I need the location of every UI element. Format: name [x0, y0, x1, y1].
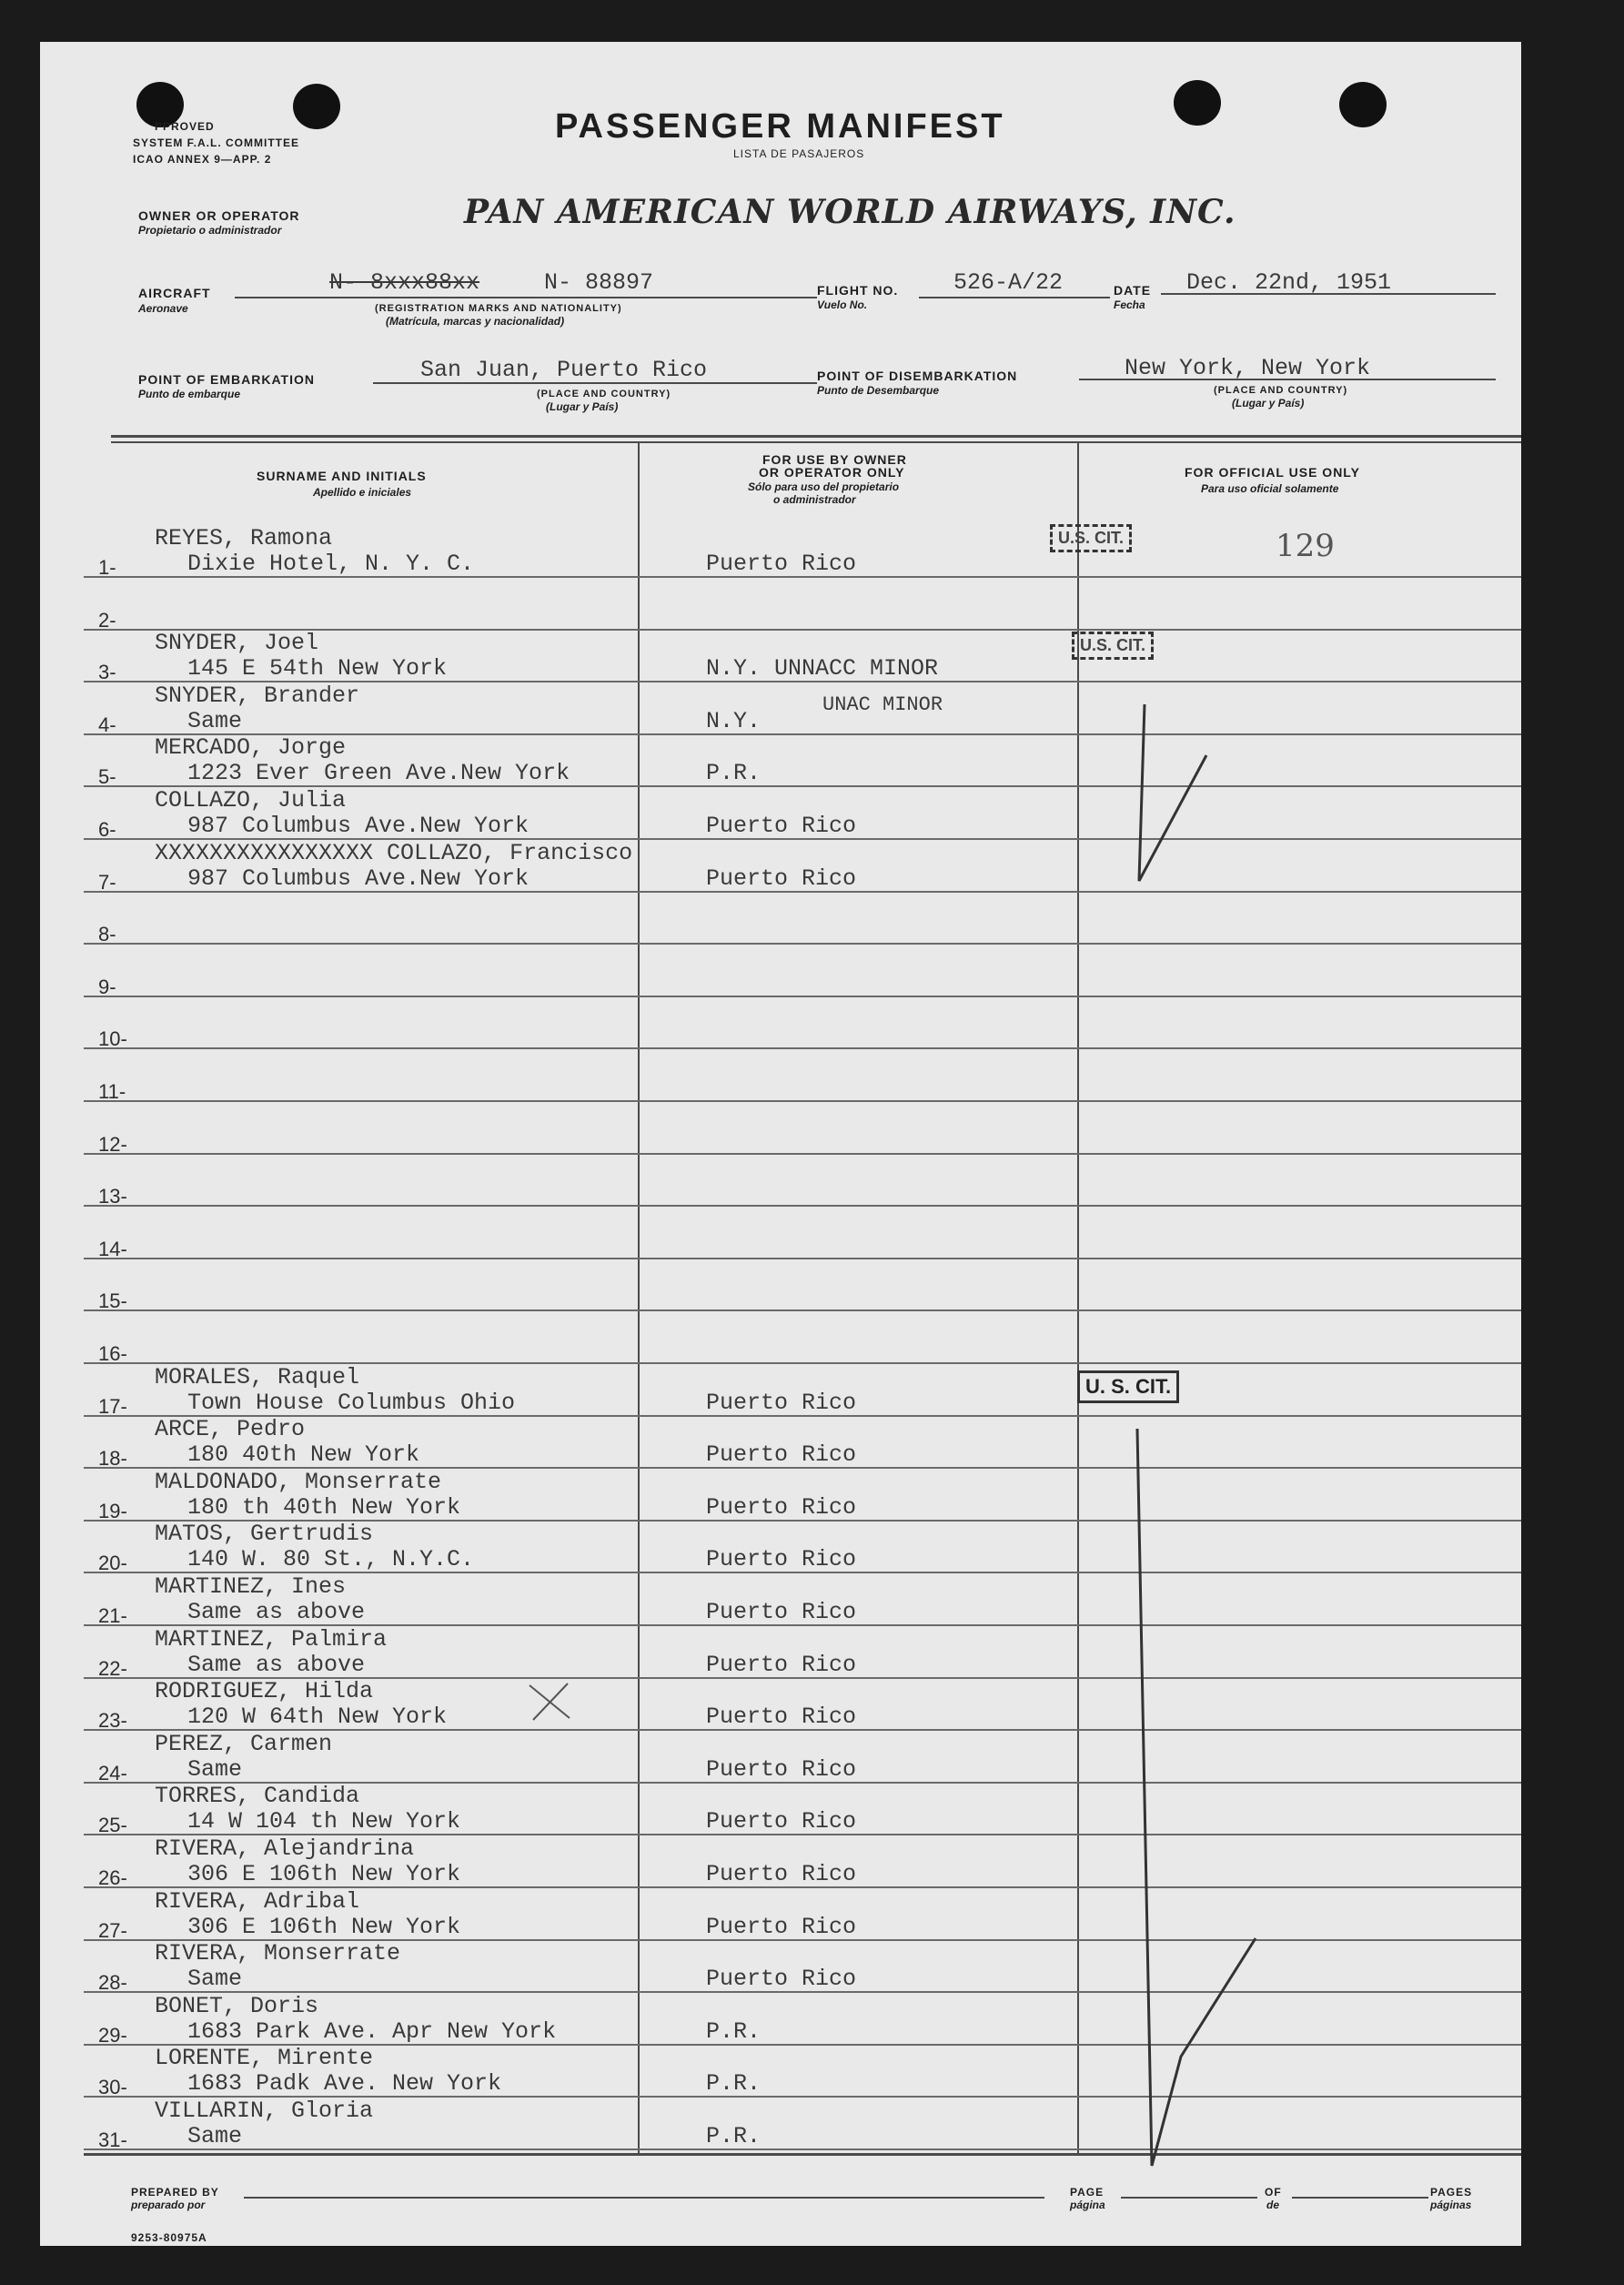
operator-note: Puerto Rico	[706, 1652, 857, 1678]
row-rule	[84, 1258, 1521, 1259]
row-number: 3-	[98, 661, 116, 683]
passenger-count: 129	[1276, 528, 1335, 564]
operator-note: P.R.	[706, 2070, 762, 2097]
approval-line-2: SYSTEM F.A.L. COMMITTEE	[133, 136, 300, 149]
embark-label: POINT OF EMBARKATION	[138, 372, 315, 387]
operator-note: N.Y.	[706, 708, 762, 734]
passenger-name: RIVERA, Alejandrina	[155, 1835, 415, 1862]
passenger-name: BONET, Doris	[155, 1993, 319, 2019]
row-rule	[84, 2149, 1521, 2150]
us-citizen-stamp: U. S. CIT.	[1077, 1370, 1179, 1403]
passenger-name: RODRIGUEZ, Hilda	[155, 1678, 374, 1704]
registration-note-es: (Matrícula, marcas y nacionalidad)	[386, 315, 565, 328]
row-number: 9-	[98, 976, 116, 998]
col-header-names-es: Apellido e iniciales	[313, 486, 412, 499]
row-rule	[84, 996, 1521, 997]
row-number: 28-	[98, 1971, 127, 1994]
row-number: 22-	[98, 1657, 127, 1680]
passenger-address: Same	[187, 1756, 243, 1783]
pages-label-es: páginas	[1430, 2199, 1472, 2211]
row-number: 6-	[98, 818, 116, 841]
passenger-name: REYES, Ramona	[155, 525, 333, 551]
flight-value: 526-A/22	[953, 269, 1064, 296]
col-header-owner-2: OR OPERATOR ONLY	[759, 465, 905, 480]
passenger-name: MATOS, Gertrudis	[155, 1521, 374, 1547]
row-number: 12-	[98, 1133, 127, 1156]
row-number: 11-	[98, 1080, 126, 1103]
row-number: 19-	[98, 1500, 127, 1522]
passenger-address: 120 W 64th New York	[187, 1704, 448, 1730]
passenger-name: VILLARIN, Gloria	[155, 2098, 374, 2124]
aircraft-value: N- 88897	[544, 269, 654, 296]
page-label-es: página	[1070, 2199, 1105, 2211]
x-mark-icon	[526, 1682, 573, 1722]
row-number: 17-	[98, 1395, 127, 1418]
of-label-es: de	[1266, 2199, 1280, 2211]
flight-label: FLIGHT NO.	[817, 283, 899, 298]
passenger-address: Same as above	[187, 1599, 366, 1625]
row-rule	[84, 1205, 1521, 1207]
punch-hole	[1174, 80, 1221, 126]
passenger-name: PEREZ, Carmen	[155, 1731, 333, 1757]
passenger-name: MARTINEZ, Ines	[155, 1573, 347, 1600]
column-divider	[638, 442, 640, 2153]
row-number: 4-	[98, 713, 116, 736]
passenger-address: 14 W 104 th New York	[187, 1808, 461, 1835]
aircraft-label-es: Aeronave	[138, 302, 188, 315]
row-number: 5-	[98, 765, 116, 788]
passenger-address: Same	[187, 708, 243, 734]
col-header-owner-es-1: Sólo para uso del propietario	[748, 480, 900, 493]
row-number: 27-	[98, 1919, 127, 1942]
punch-hole	[1339, 82, 1387, 127]
punch-hole	[293, 84, 340, 129]
prepared-by-label-es: preparado por	[131, 2199, 206, 2211]
checkmark-icon	[1119, 701, 1219, 892]
prepared-by-label: PREPARED BY	[131, 2186, 219, 2199]
row-number: 18-	[98, 1447, 127, 1470]
row-number: 20-	[98, 1552, 127, 1574]
row-number: 1-	[98, 556, 116, 579]
col-header-official: FOR OFFICIAL USE ONLY	[1185, 465, 1360, 480]
of-line	[1292, 2197, 1428, 2199]
approval-line-3: ICAO ANNEX 9—APP. 2	[133, 153, 272, 166]
passenger-name: SNYDER, Brander	[155, 682, 360, 709]
passenger-address: 180 th 40th New York	[187, 1494, 461, 1521]
us-citizen-stamp: U.S. CIT.	[1050, 524, 1132, 552]
passenger-address: 140 W. 80 St., N.Y.C.	[187, 1546, 475, 1572]
operator-note: Puerto Rico	[706, 1704, 857, 1730]
operator-note: Puerto Rico	[706, 551, 857, 577]
passenger-address: 987 Columbus Ave.New York	[187, 865, 530, 892]
page-title: PASSENGER MANIFEST	[555, 107, 1005, 146]
page-subtitle: LISTA DE PASAJEROS	[733, 147, 865, 160]
date-label: DATE	[1114, 283, 1152, 298]
flight-label-es: Vuelo No.	[817, 298, 868, 311]
operator-note: N.Y. UNNACC MINOR	[706, 655, 939, 682]
operator-note: Puerto Rico	[706, 1914, 857, 1940]
row-rule	[84, 1153, 1521, 1155]
row-number: 10-	[98, 1027, 127, 1050]
operator-note: Puerto Rico	[706, 1599, 857, 1625]
disembark-place-note-es: (Lugar y País)	[1232, 397, 1305, 409]
operator-note: P.R.	[706, 760, 762, 786]
passenger-address: 1683 Padk Ave. New York	[187, 2070, 502, 2097]
table-top-rule-2	[111, 441, 1521, 443]
operator-note: Puerto Rico	[706, 1756, 857, 1783]
unac-minor-note: UNAC MINOR	[822, 693, 943, 716]
row-rule	[84, 943, 1521, 945]
column-divider	[1077, 442, 1079, 2153]
passenger-address: 1223 Ever Green Ave.New York	[187, 760, 570, 786]
row-number: 30-	[98, 2076, 127, 2098]
operator-note: Puerto Rico	[706, 865, 857, 892]
passenger-name: COLLAZO, Julia	[155, 787, 347, 814]
table-bottom-rule	[84, 2153, 1521, 2156]
row-number: 25-	[98, 1814, 127, 1836]
checkmark-icon	[1119, 1420, 1265, 2193]
page-label: PAGE	[1070, 2186, 1105, 2199]
row-number: 8-	[98, 923, 116, 945]
passenger-address: 180 40th New York	[187, 1441, 420, 1468]
col-header-official-es: Para uso oficial solamente	[1201, 482, 1339, 495]
passenger-address: Same as above	[187, 1652, 366, 1678]
embark-place-note: (PLACE AND COUNTRY)	[537, 389, 671, 399]
passenger-name: MERCADO, Jorge	[155, 734, 347, 761]
operator-note: P.R.	[706, 2018, 762, 2045]
passenger-address: Town House Columbus Ohio	[187, 1390, 516, 1416]
row-number: 7-	[98, 871, 116, 894]
operator-note: Puerto Rico	[706, 1546, 857, 1572]
table-top-rule	[111, 435, 1521, 438]
form-number: 9253-80975A	[131, 2231, 207, 2244]
passenger-address: 306 E 106th New York	[187, 1914, 461, 1940]
embark-place-note-es: (Lugar y País)	[546, 400, 619, 413]
prepared-by-line	[244, 2197, 1044, 2199]
passenger-name: LORENTE, Mirente	[155, 2045, 374, 2071]
operator-name: PAN AMERICAN WORLD AIRWAYS, INC.	[464, 193, 1236, 231]
row-number: 15-	[98, 1289, 127, 1312]
row-rule	[84, 1309, 1521, 1311]
col-header-names: SURNAME AND INITIALS	[257, 469, 427, 483]
passenger-name: MALDONADO, Monserrate	[155, 1469, 442, 1495]
date-label-es: Fecha	[1114, 298, 1145, 311]
passenger-address: 145 E 54th New York	[187, 655, 448, 682]
registration-note: (REGISTRATION MARKS AND NATIONALITY)	[375, 303, 622, 314]
passenger-name: TORRES, Candida	[155, 1783, 360, 1809]
us-citizen-stamp: U.S. CIT.	[1072, 632, 1154, 660]
row-rule	[84, 1047, 1521, 1049]
row-number: 16-	[98, 1342, 127, 1365]
passenger-address: Same	[187, 2123, 243, 2149]
row-number: 31-	[98, 2128, 127, 2151]
operator-note: Puerto Rico	[706, 813, 857, 839]
operator-note: Puerto Rico	[706, 1808, 857, 1835]
aircraft-struck: N- 8xxx88xx	[329, 269, 480, 296]
passenger-name: MORALES, Raquel	[155, 1364, 360, 1390]
aircraft-label: AIRCRAFT	[138, 286, 211, 300]
passenger-address: 987 Columbus Ave.New York	[187, 813, 530, 839]
page-line	[1121, 2197, 1257, 2199]
row-number: 13-	[98, 1185, 127, 1208]
embark-value: San Juan, Puerto Rico	[420, 357, 708, 383]
row-number: 26-	[98, 1866, 127, 1889]
aircraft-underline	[235, 297, 817, 298]
disembark-value: New York, New York	[1125, 355, 1371, 381]
date-value: Dec. 22nd, 1951	[1186, 269, 1392, 296]
of-label: OF	[1265, 2186, 1282, 2199]
passenger-name: MARTINEZ, Palmira	[155, 1626, 388, 1653]
disembark-place-note: (PLACE AND COUNTRY)	[1214, 385, 1348, 396]
col-header-owner-es-2: o administrador	[773, 493, 856, 506]
passenger-name: RIVERA, Adribal	[155, 1888, 360, 1915]
row-rule	[84, 1100, 1521, 1102]
passenger-name: SNYDER, Joel	[155, 630, 319, 656]
operator-note: P.R.	[706, 2123, 762, 2149]
passenger-name: RIVERA, Monserrate	[155, 1940, 401, 1967]
operator-note: Puerto Rico	[706, 1861, 857, 1887]
passenger-name: ARCE, Pedro	[155, 1416, 306, 1442]
owner-label-es: Propietario o administrador	[138, 224, 282, 237]
operator-note: Puerto Rico	[706, 1966, 857, 1992]
row-number: 14-	[98, 1238, 127, 1260]
passenger-address: 306 E 106th New York	[187, 1861, 461, 1887]
passenger-address: Same	[187, 1966, 243, 1992]
row-number: 24-	[98, 1762, 127, 1785]
owner-label: OWNER OR OPERATOR	[138, 208, 300, 223]
flight-underline	[919, 297, 1110, 298]
operator-note: Puerto Rico	[706, 1441, 857, 1468]
col-header-owner-1: FOR USE BY OWNER	[762, 452, 907, 467]
disembark-label-es: Punto de Desembarque	[817, 384, 940, 397]
approval-line-1: PPROVED	[155, 120, 215, 133]
passenger-address: Dixie Hotel, N. Y. C.	[187, 551, 475, 577]
row-number: 21-	[98, 1604, 127, 1627]
row-number: 29-	[98, 2024, 127, 2047]
disembark-label: POINT OF DISEMBARKATION	[817, 369, 1018, 383]
embark-label-es: Punto de embarque	[138, 388, 241, 400]
operator-note: Puerto Rico	[706, 1494, 857, 1521]
row-number: 2-	[98, 609, 116, 632]
passenger-address: 1683 Park Ave. Apr New York	[187, 2018, 557, 2045]
row-number: 23-	[98, 1709, 127, 1732]
pages-label: PAGES	[1430, 2186, 1473, 2199]
operator-note: Puerto Rico	[706, 1390, 857, 1416]
passenger-name: XXXXXXXXXXXXXXXX COLLAZO, Francisco	[155, 840, 633, 866]
